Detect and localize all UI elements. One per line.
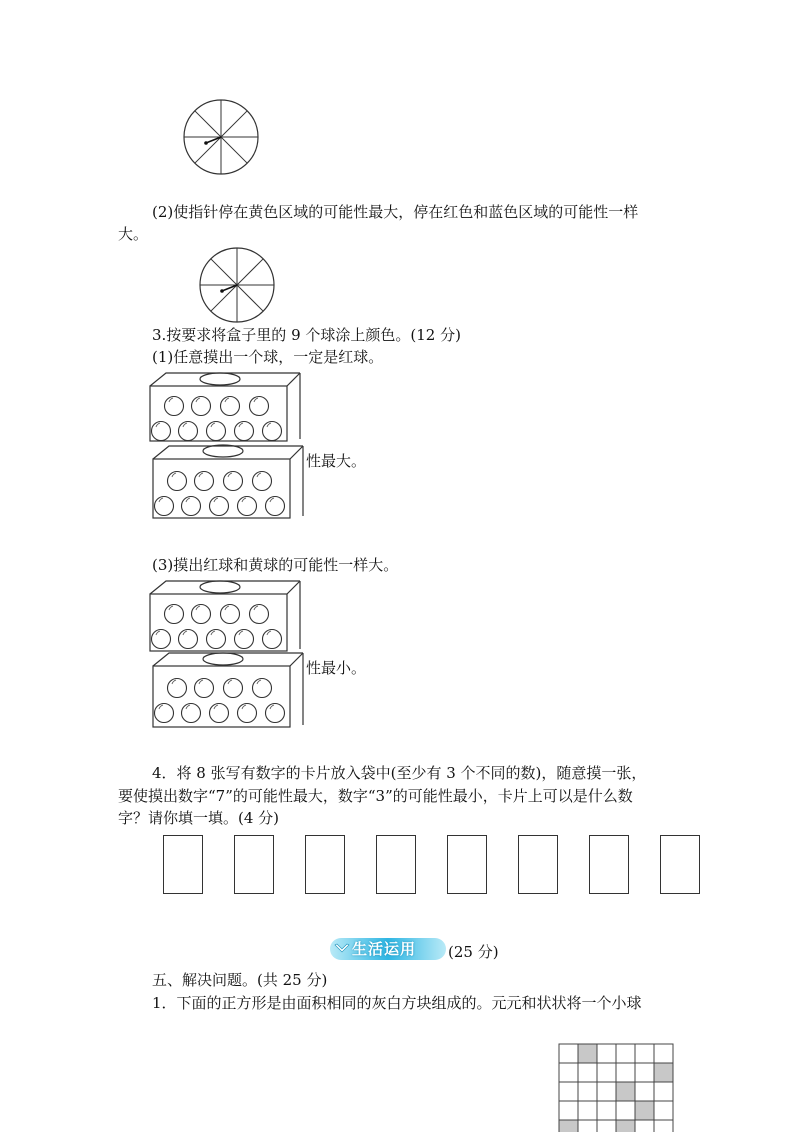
grid-cell-white bbox=[654, 1082, 673, 1101]
spinner-1 bbox=[182, 99, 262, 179]
q4-line3: 字？请你填一填。(4 分) bbox=[118, 809, 280, 827]
ball bbox=[263, 630, 282, 649]
q2-part2-line2: 大。 bbox=[118, 225, 149, 243]
grid-cell-white bbox=[559, 1063, 578, 1082]
ball bbox=[152, 630, 171, 649]
grid-cell-white bbox=[578, 1063, 597, 1082]
ball bbox=[253, 679, 272, 698]
answer-card[interactable] bbox=[660, 835, 700, 894]
chevron-down-icon bbox=[334, 942, 350, 956]
q4-line2: 要使摸出数字“7”的可能性最大，数字“3”的可能性最小，卡片上可以是什么数 bbox=[118, 787, 633, 805]
grid-cell-white bbox=[559, 1082, 578, 1101]
grid-cell-white bbox=[654, 1044, 673, 1063]
ball bbox=[224, 472, 243, 491]
ball bbox=[238, 497, 257, 516]
ball-box-1 bbox=[146, 369, 306, 449]
ball bbox=[179, 422, 198, 441]
ball bbox=[221, 397, 240, 416]
ball bbox=[168, 472, 187, 491]
grid-cell-white bbox=[597, 1082, 616, 1101]
q3-part4-tail: 性最小。 bbox=[306, 659, 367, 677]
ball bbox=[192, 605, 211, 624]
square-grid bbox=[557, 1042, 677, 1132]
ball bbox=[210, 497, 229, 516]
grid-cell-white bbox=[616, 1063, 635, 1082]
grid-cell-gray bbox=[635, 1101, 654, 1120]
ball bbox=[235, 422, 254, 441]
q2-part2-line1: (2)使指针停在黄色区域的可能性最大，停在红色和蓝色区域的可能性一样 bbox=[152, 203, 639, 221]
answer-card[interactable] bbox=[163, 835, 203, 894]
ball bbox=[155, 704, 174, 723]
ball-box-3 bbox=[146, 577, 306, 657]
grid-cell-white bbox=[635, 1082, 654, 1101]
ball bbox=[152, 422, 171, 441]
ball bbox=[155, 497, 174, 516]
ball bbox=[182, 497, 201, 516]
ball bbox=[192, 397, 211, 416]
ball bbox=[168, 679, 187, 698]
q3-part3: (3)摸出红球和黄球的可能性一样大。 bbox=[152, 556, 399, 574]
section-score: (25 分) bbox=[448, 943, 499, 961]
grid-cell-gray bbox=[616, 1082, 635, 1101]
ball bbox=[179, 630, 198, 649]
grid-cell-white bbox=[616, 1044, 635, 1063]
q3-part1: (1)任意摸出一个球，一定是红球。 bbox=[152, 348, 384, 366]
ball bbox=[266, 497, 285, 516]
ball bbox=[238, 704, 257, 723]
ball bbox=[250, 605, 269, 624]
grid-cell-white bbox=[654, 1101, 673, 1120]
ball bbox=[207, 422, 226, 441]
ball bbox=[266, 704, 285, 723]
ball bbox=[165, 605, 184, 624]
ball bbox=[250, 397, 269, 416]
grid-cell-white bbox=[635, 1063, 654, 1082]
spinner-2 bbox=[198, 247, 278, 327]
grid-cell-white bbox=[635, 1044, 654, 1063]
ball bbox=[207, 630, 226, 649]
ball bbox=[165, 397, 184, 416]
q3-title: 3.按要求将盒子里的 9 个球涂上颜色。(12 分) bbox=[152, 326, 461, 344]
grid-cell-gray bbox=[654, 1063, 673, 1082]
grid-cell-white bbox=[578, 1082, 597, 1101]
section-q1-line1: 1．下面的正方形是由面积相同的灰白方块组成的。元元和状状将一个小球 bbox=[152, 994, 642, 1012]
ball bbox=[182, 704, 201, 723]
ball-box-2 bbox=[149, 442, 309, 522]
grid-cell-white bbox=[578, 1101, 597, 1120]
grid-cell-white bbox=[597, 1101, 616, 1120]
ball bbox=[210, 704, 229, 723]
answer-card[interactable] bbox=[376, 835, 416, 894]
answer-card[interactable] bbox=[305, 835, 345, 894]
answer-card[interactable] bbox=[447, 835, 487, 894]
grid-cell-white bbox=[597, 1044, 616, 1063]
grid-cell-gray bbox=[578, 1044, 597, 1063]
ball bbox=[221, 605, 240, 624]
section-heading: 五、解决问题。(共 25 分) bbox=[152, 971, 328, 989]
ball-box-4 bbox=[149, 649, 309, 729]
section-banner-label: 生活运用 bbox=[352, 940, 417, 958]
grid-cell-white bbox=[559, 1044, 578, 1063]
grid-cell-white bbox=[559, 1101, 578, 1120]
answer-card[interactable] bbox=[518, 835, 558, 894]
grid-cell-white bbox=[616, 1101, 635, 1120]
ball bbox=[253, 472, 272, 491]
ball bbox=[263, 422, 282, 441]
ball bbox=[195, 472, 214, 491]
q4-line1: 4．将 8 张写有数字的卡片放入袋中(至少有 3 个不同的数)，随意摸一张， bbox=[152, 764, 647, 782]
ball bbox=[235, 630, 254, 649]
ball bbox=[224, 679, 243, 698]
q3-part2-tail: 性最大。 bbox=[306, 452, 367, 470]
answer-card[interactable] bbox=[589, 835, 629, 894]
ball bbox=[195, 679, 214, 698]
answer-card[interactable] bbox=[234, 835, 274, 894]
grid-cell-white bbox=[597, 1063, 616, 1082]
